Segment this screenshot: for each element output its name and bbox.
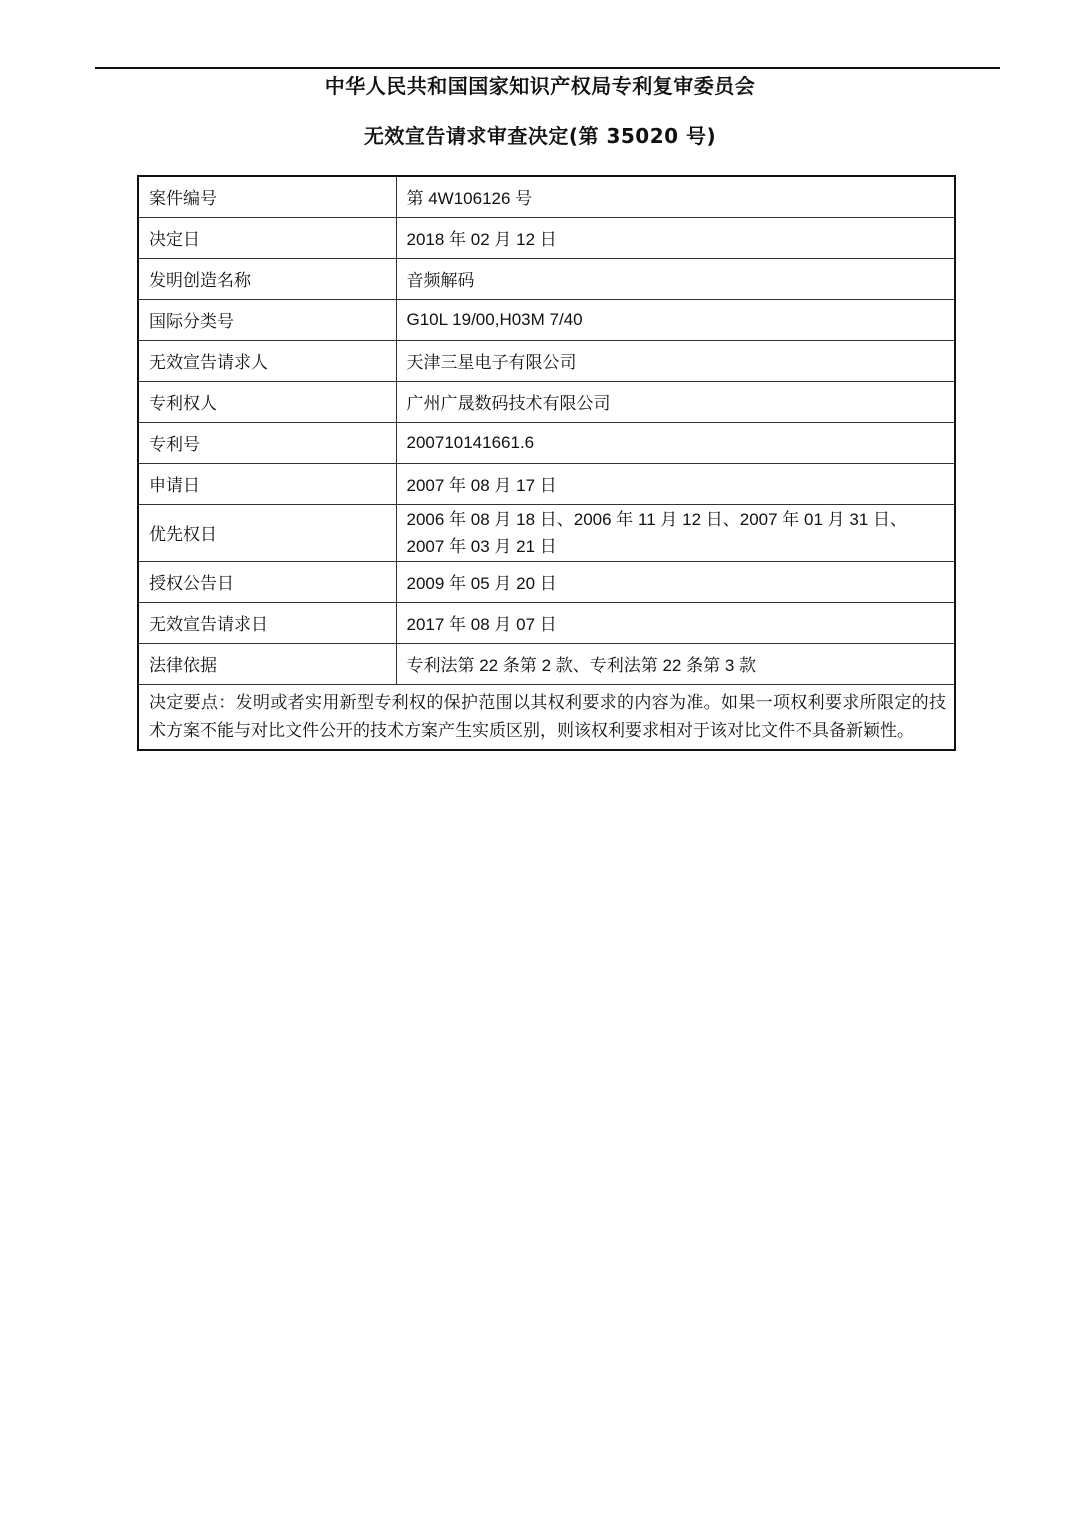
decision-title: 无效宣告请求审查决定(第 35020 号) bbox=[363, 124, 717, 148]
patentee-value: 广州广晟数码技术有限公司 bbox=[396, 381, 955, 422]
ipc-label: 国际分类号 bbox=[138, 299, 396, 340]
table-row bbox=[138, 561, 955, 602]
case-number-label: 案件编号 bbox=[138, 176, 396, 217]
table-row bbox=[138, 299, 955, 340]
table-row bbox=[138, 684, 955, 750]
patent-number-value: 200710141661.6 bbox=[396, 422, 955, 463]
invention-name-value: 音频解码 bbox=[396, 258, 955, 299]
decision-date-label: 决定日 bbox=[138, 217, 396, 258]
legal-basis-label: 法律依据 bbox=[138, 643, 396, 684]
petitioner-value: 天津三星电子有限公司 bbox=[396, 340, 955, 381]
priority-date-line: 2007 年 03 月 21 日 bbox=[406, 536, 557, 556]
ipc-value: G10L 19/00,H03M 7/40 bbox=[396, 299, 955, 340]
table-row bbox=[138, 176, 955, 217]
priority-date-label: 优先权日 bbox=[138, 504, 396, 561]
table-row bbox=[138, 643, 955, 684]
patent-number-label: 专利号 bbox=[138, 422, 396, 463]
table-row bbox=[138, 422, 955, 463]
decision-summary: 决定要点：发明或者实用新型专利权的保护范围以其权利要求的内容为准。如果一项权利要求所限定的技术方案不能与对比文件公开的技术方案产生实质区别，则该权利要求相对于该对比文件不具备新颖性。 bbox=[138, 684, 955, 750]
table-row bbox=[138, 463, 955, 504]
grant-date-label: 授权公告日 bbox=[138, 561, 396, 602]
case-info-table bbox=[137, 175, 956, 751]
request-date-label: 无效宣告请求日 bbox=[138, 602, 396, 643]
header-rule bbox=[95, 67, 1000, 69]
invention-name-label: 发明创造名称 bbox=[138, 258, 396, 299]
table-row bbox=[138, 602, 955, 643]
table-row bbox=[138, 258, 955, 299]
priority-date-line: 2006 年 08 月 18 日、2006 年 11 月 12 日、2007 年 01 月 31 日、 bbox=[406, 509, 907, 529]
table-row bbox=[138, 340, 955, 381]
grant-date-value: 2009 年 05 月 20 日 bbox=[396, 561, 955, 602]
table-row bbox=[138, 504, 955, 561]
priority-date-value bbox=[396, 504, 955, 561]
case-number-value: 第 4W106126 号 bbox=[396, 176, 955, 217]
filing-date-value: 2007 年 08 月 17 日 bbox=[396, 463, 955, 504]
request-date-value: 2017 年 08 月 07 日 bbox=[396, 602, 955, 643]
filing-date-label: 申请日 bbox=[138, 463, 396, 504]
patentee-label: 专利权人 bbox=[138, 381, 396, 422]
legal-basis-value: 专利法第 22 条第 2 款、专利法第 22 条第 3 款 bbox=[396, 643, 955, 684]
table-row bbox=[138, 217, 955, 258]
petitioner-label: 无效宣告请求人 bbox=[138, 340, 396, 381]
document-authority-title: 中华人民共和国国家知识产权局专利复审委员会 bbox=[324, 74, 756, 98]
table-row bbox=[138, 381, 955, 422]
decision-date-value: 2018 年 02 月 12 日 bbox=[396, 217, 955, 258]
